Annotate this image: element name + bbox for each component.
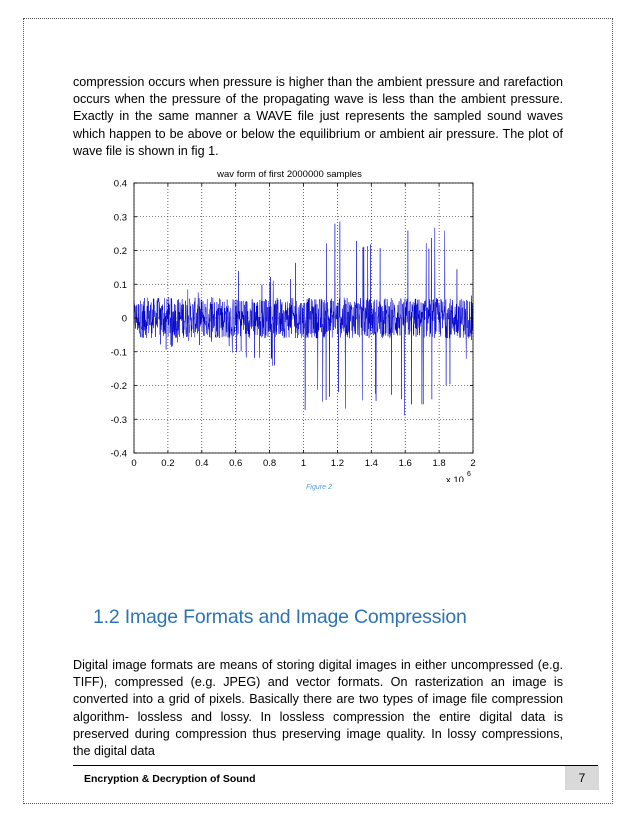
figure-caption: Figure 2 [306, 484, 332, 491]
x-tick-label: 0.4 [195, 458, 209, 469]
x-tick-label: 1.6 [398, 458, 412, 469]
x-tick-label: 1 [300, 458, 307, 469]
section-heading: 1.2 Image Formats and Image Compression [93, 606, 467, 628]
x-tick-label: 0.2 [161, 458, 175, 469]
body-paragraph: compression occurs when pressure is higher than the ambient pressure and rarefaction occurs when the pressure of the propagating wave is less than the ambient pressure. Exactly in the same manner a WAVE file just represents the sampled sound waves which happen to be above or below the equilibrium or ambient air pressure. The plot of wave file is shown in fig 1. [73, 75, 563, 158]
y-tick-label: 0.3 [113, 212, 127, 224]
x-tick-label: 0 [131, 458, 137, 469]
chart-title: wav form of first 2000000 samples [217, 169, 362, 180]
y-tick-label: 0.2 [113, 246, 127, 257]
body-paragraph: Digital image formats are means of storing digital images in either uncompressed (e.g. TIFF), compressed (e.g. JPEG) and vector formats. On rasterization an image is converted into a grid of pixels. Basically there are two types of image file compression algorithm- lossless and lossy. In lossless compression the entire digital data is preserved during compression thus preserving image quality. In lossy compressions, the digital data [73, 658, 563, 759]
footer-title: Encryption & Decryption of Sound [84, 773, 256, 785]
x-axis-multiplier: x 10 [446, 475, 464, 482]
x-tick-label: 1.2 [330, 458, 345, 469]
x-tick-label: 1.8 [432, 458, 446, 469]
waveform-chart [80, 164, 500, 482]
y-tick-label: 0.4 [113, 178, 127, 190]
y-tick-label: 0.1 [113, 279, 127, 291]
x-tick-label: 2 [470, 458, 476, 469]
y-tick-label: -0.1 [110, 347, 127, 359]
y-tick-label: -0.4 [110, 448, 127, 460]
x-tick-label: 1.4 [364, 458, 378, 469]
y-tick-label: -0.2 [110, 381, 127, 392]
x-tick-label: 0.8 [262, 458, 277, 469]
x-axis-multiplier-exponent: 6 [467, 471, 471, 478]
footer-rule [73, 765, 598, 766]
y-tick-label: 0 [121, 313, 127, 325]
y-tick-label: -0.3 [110, 414, 127, 426]
page-number: 7 [565, 766, 599, 790]
x-tick-label: 0.6 [229, 458, 243, 469]
